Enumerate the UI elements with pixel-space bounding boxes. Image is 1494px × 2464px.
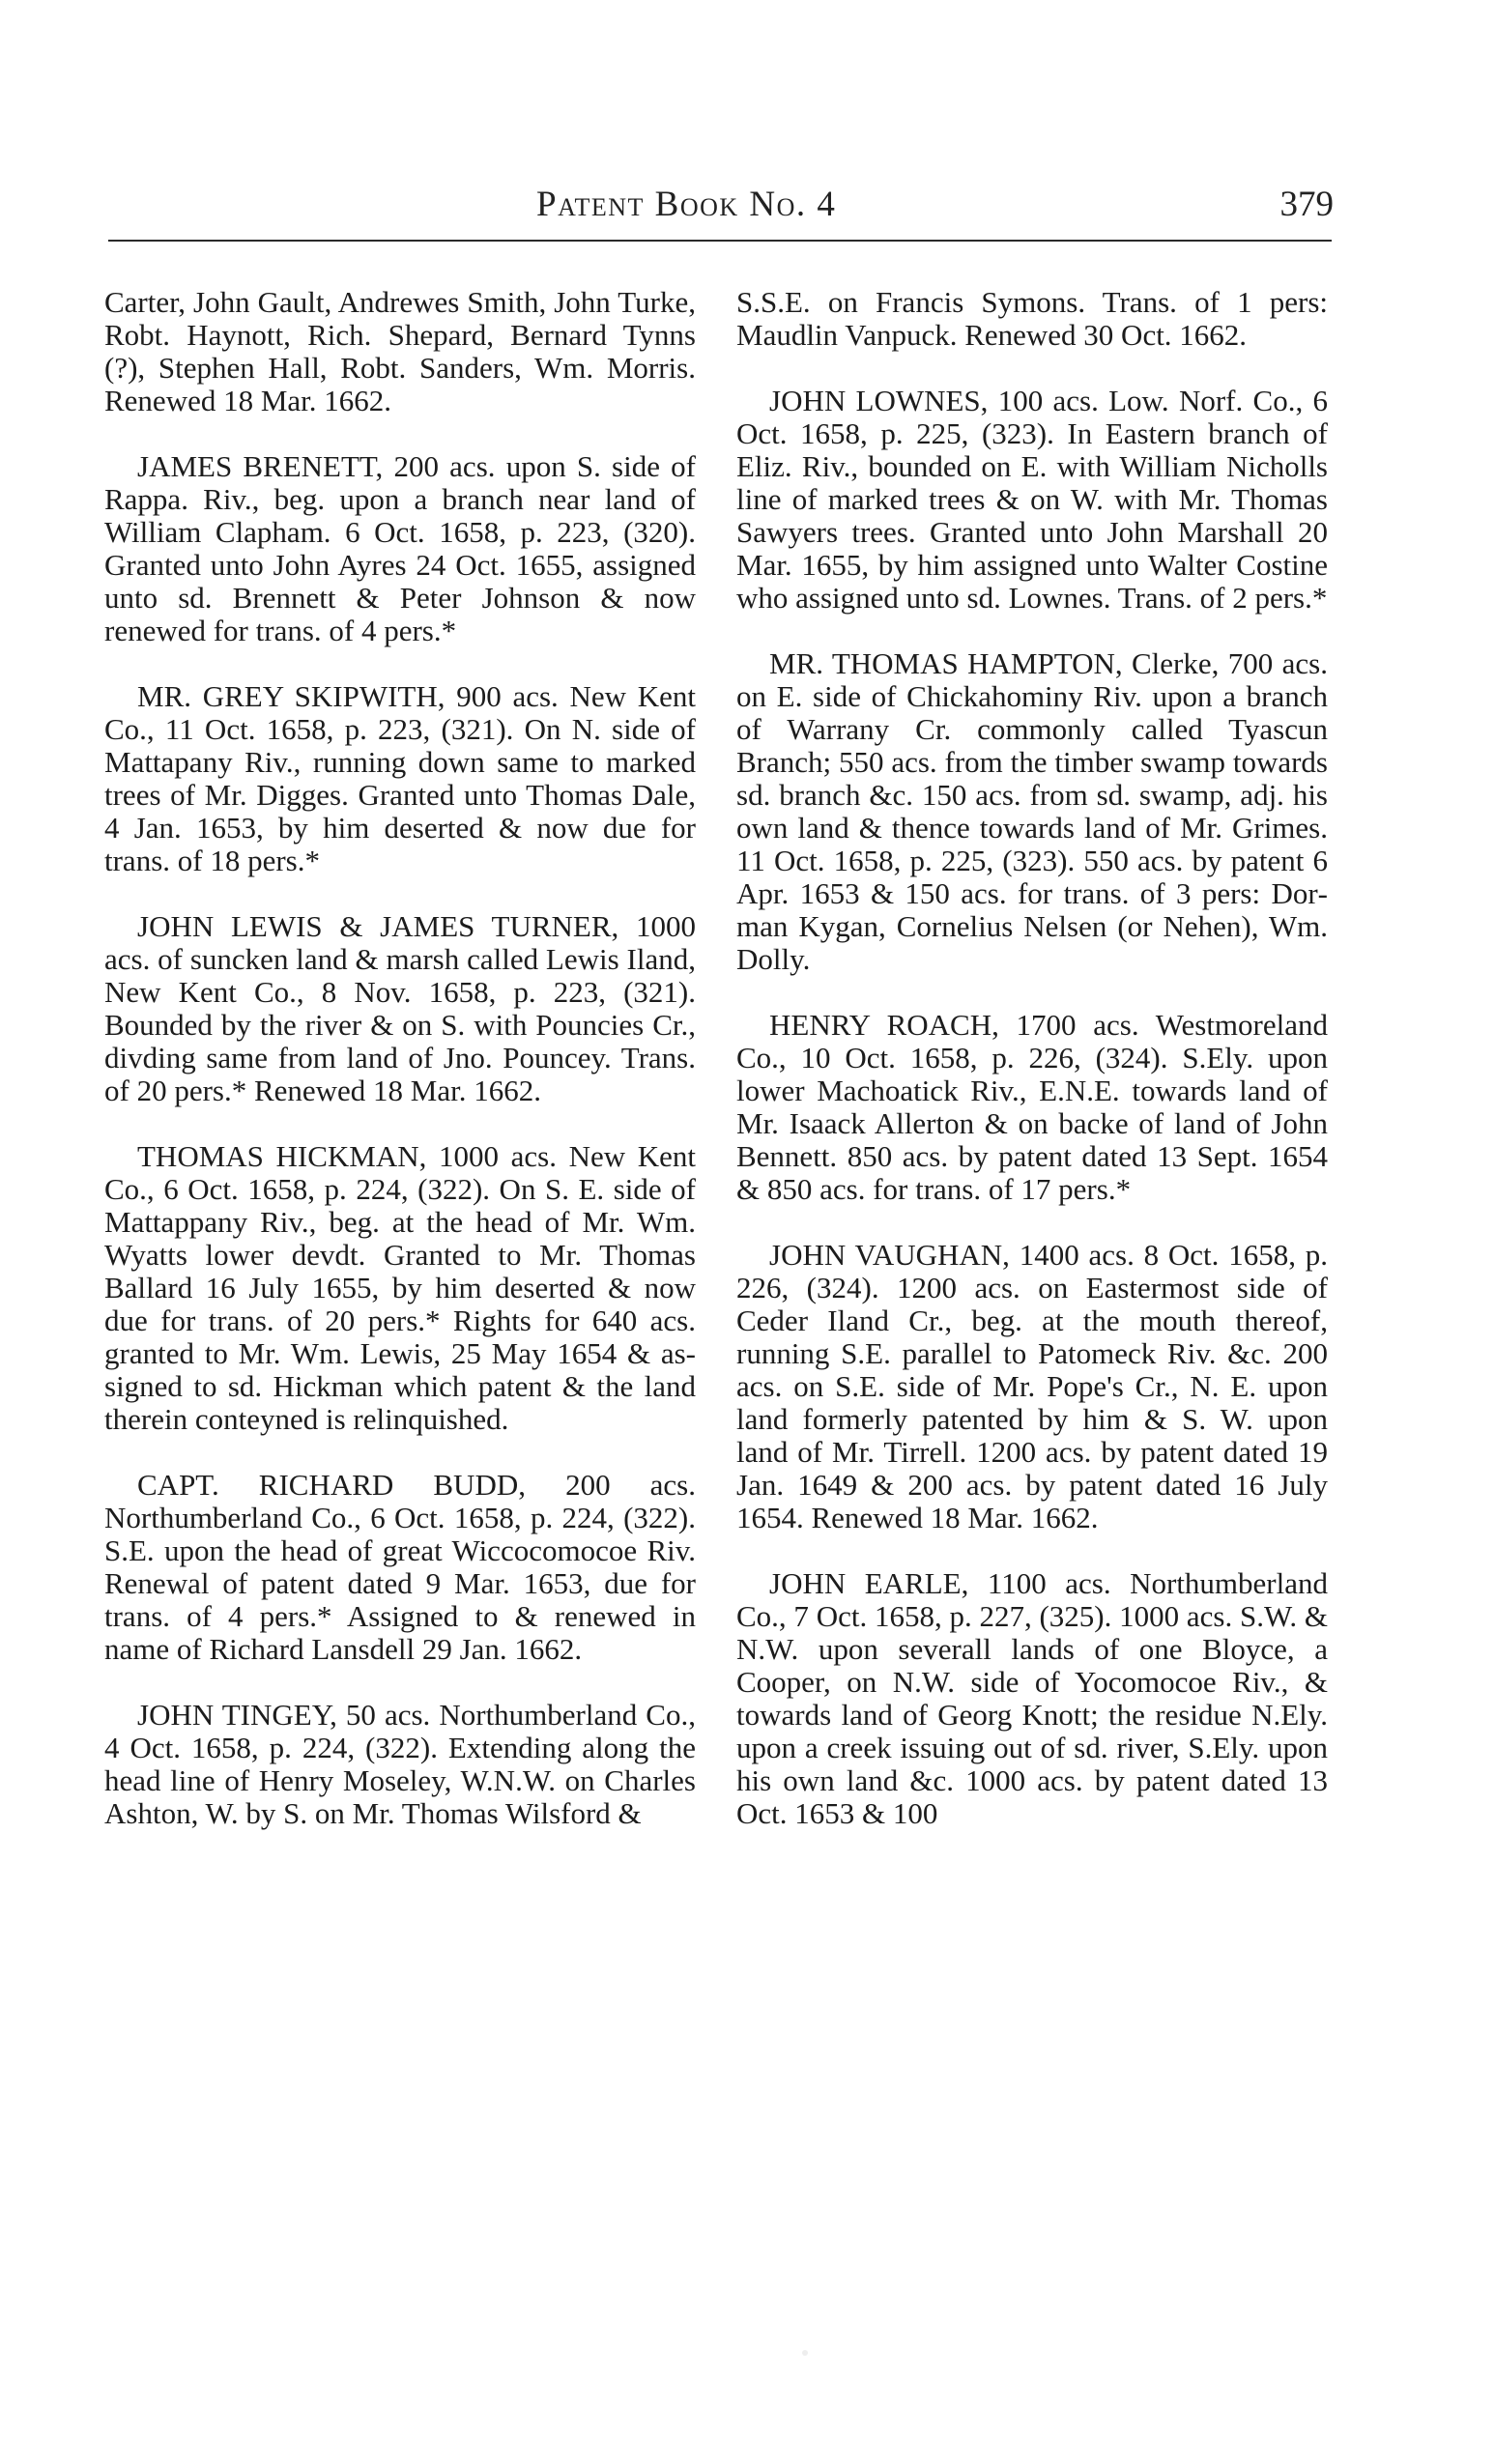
entry-john-tingey: JOHN TINGEY, 50 acs. Northumberland Co., 4 Oct. 1658, p. 224, (322). Extending along the head line of Henry Moseley, W.N.W. on Charles Ashton, W. by S. on Mr. Thomas Wilsford &: [104, 1698, 696, 1830]
running-head: [106, 184, 1334, 232]
entry-james-brenett: JAMES BRENETT, 200 acs. upon S. side of Rappa. Riv., beg. upon a branch near land of William Clapham. 6 Oct. 1658, p. 223, (320). Granted unto John Ayres 24 Oct. 1655, assigned unto sd. Brennett & Peter Johnson & now renewed for trans. of 4 pers.*: [104, 449, 696, 647]
entry-john-lewis-james-turner: JOHN LEWIS & JAMES TURNER, 1000 acs. of suncken land & marsh called Lewis Iland, New Kent Co., 8 Nov. 1658, p. 223, (321). Bounded by the river & on S. with Pouncies Cr., divding same from land of Jno. Pouncey. Trans. of 20 pers.* Renewed 18 Mar. 1662.: [104, 909, 696, 1107]
entry-richard-budd: CAPT. RICHARD BUDD, 200 acs. Northumberland Co., 6 Oct. 1658, p. 224, (322). S.E. upon the head of great Wiccocomocoe Riv. Renewal of patent dated 9 Mar. 1653, due for trans. of 4 pers.* Assigned to & renewed in name of Richard Lansdell 29 Jan. 1662.: [104, 1468, 696, 1666]
entry-john-tingey-continued: S.S.E. on Francis Symons. Trans. of 1 pers: Maudlin Vanpuck. Renewed 30 Oct. 1662.: [736, 285, 1328, 352]
entry-henry-roach: HENRY ROACH, 1700 acs. Westmoreland Co., 10 Oct. 1658, p. 226, (324). S.Ely. upon lower Machoatick Riv., E.N.E. towards land of Mr. Isaack Allerton & on backe of land of John Bennett. 850 acs. by patent dated 13 Sept. 1654 & 850 acs. for trans. of 17 pers.*: [736, 1008, 1328, 1206]
entry-john-earle: JOHN EARLE, 1100 acs. Northumberland Co., 7 Oct. 1658, p. 227, (325). 1000 acs. S.W. & N.W. upon severall lands of one Bloyce, a Cooper, on N.W. side of Yocomocoe Riv., & towards land of Georg Knott; the residue N.Ely. upon a creek issuing out of sd. river, S.Ely. upon his own land &c. 1000 acs. by patent dated 13 Oct. 1653 & 100: [736, 1566, 1328, 1830]
entry-grey-skipwith: MR. GREY SKIPWITH, 900 acs. New Kent Co., 11 Oct. 1658, p. 223, (321). On N. side of Mattapany Riv., running down same to marked trees of Mr. Digges. Granted unto Thomas Dale, 4 Jan. 1653, by him deserted & now due for trans. of 18 pers.*: [104, 679, 696, 877]
entry-thomas-hickman: THOMAS HICKMAN, 1000 acs. New Kent Co., 6 Oct. 1658, p. 224, (322). On S. E. side of Mattappany Riv., beg. at the head of Mr. Wm. Wyatts lower devdt. Granted to Mr. Thomas Ballard 16 July 1655, by him deserted & now due for trans. of 20 pers.* Rights for 640 acs. granted to Mr. Wm. Lewis, 25 May 1654 & assigned to sd. Hickman which patent & the land therein conteyned is relinquished.: [104, 1139, 696, 1436]
page-number: 379: [1279, 185, 1334, 224]
entry-continuation: Carter, John Gault, Andrewes Smith, John Turke, Robt. Haynott, Rich. Shepard, Bernard Tynns (?), Stephen Hall, Robt. Sanders, Wm. Morris. Renewed 18 Mar. 1662.: [104, 285, 696, 417]
entry-john-lownes: JOHN LOWNES, 100 acs. Low. Norf. Co., 6 Oct. 1658, p. 225, (323). In Eastern branch of Eliz. Riv., bounded on E. with William Nicholls line of marked trees & on W. with Mr. Thomas Sawyers trees. Granted unto John Marshall 20 Mar. 1655, by him assigned unto Walter Costine who assigned unto sd. Lownes. Trans. of 2 pers.*: [736, 384, 1328, 615]
paper-speck: [802, 2350, 808, 2356]
right-column: [736, 286, 1328, 1863]
left-column: [104, 286, 696, 1863]
entry-thomas-hampton: MR. THOMAS HAMPTON, Clerke, 700 acs. on E. side of Chickahominy Riv. upon a branch of Warrany Cr. commonly called Tyascun Branch; 550 acs. from the timber swamp towards sd. branch &c. 150 acs. from sd. swamp, adj. his own land & thence towards land of Mr. Grimes. 11 Oct. 1658, p. 225, (323). 550 acs. by patent 6 Apr. 1653 & 150 acs. for trans. of 3 pers: Dorman Kygan, Cornelius Nelsen (or Nehen), Wm. Dolly.: [736, 646, 1328, 976]
entry-john-vaughan: JOHN VAUGHAN, 1400 acs. 8 Oct. 1658, p. 226, (324). 1200 acs. on Eastermost side of Ceder Iland Cr., beg. at the mouth thereof, running S.E. parallel to Patomeck Riv. &c. 200 acs. on S.E. side of Mr. Pope's Cr., N. E. upon land formerly patented by him & S. W. upon land of Mr. Tirrell. 1200 acs. by patent dated 19 Jan. 1649 & 200 acs. by patent dated 16 July 1654. Renewed 18 Mar. 1662.: [736, 1238, 1328, 1534]
header-rule: [108, 240, 1332, 242]
book-title: Patent Book No. 4: [536, 185, 837, 224]
